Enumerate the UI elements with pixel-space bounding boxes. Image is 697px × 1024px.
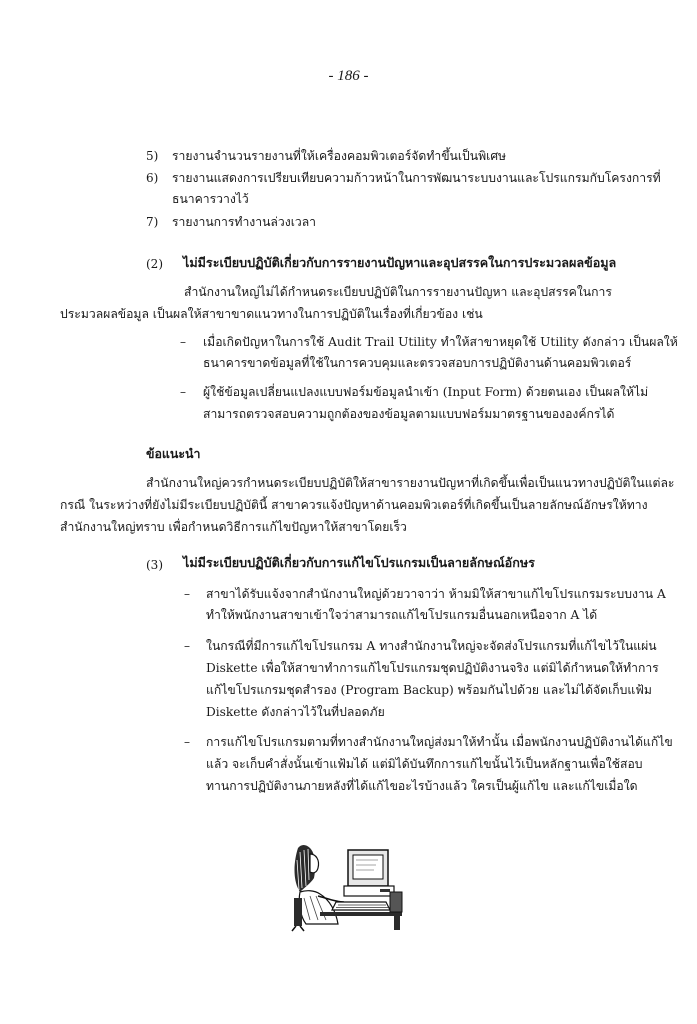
section-number: (3) bbox=[146, 558, 163, 572]
bullet-text: ในกรณีที่มีการแก้ไขโปรแกรม A ทางสำนักงานใหญ่จะจัดส่งโปรแกรมที่แก้ไขไว้ในแผ่น bbox=[206, 639, 657, 653]
paragraph-line: สำนักงานใหญ่ทราบ เพื่อกำหนดวิธีการแก้ไขปัญหาให้สาขาโดยเร็ว bbox=[60, 520, 407, 534]
list-item-text: รายงานการทำงานล่วงเวลา bbox=[172, 215, 317, 229]
bullet-dash: – bbox=[184, 639, 190, 653]
bullet-text: ทานการปฏิบัติงานภายหลังที่ได้แก้ไขอะไรบ้างแล้ว ใครเป็นผู้แก้ไข และแก้ไขเมื่อใด bbox=[206, 779, 638, 793]
recommendation-title: ข้อแนะนำ bbox=[146, 446, 201, 461]
bullet-text: Diskette ดังกล่าวไว้ในที่ปลอดภัย bbox=[206, 705, 385, 719]
page-number: - 186 - bbox=[328, 68, 369, 84]
bullet-text: ทำให้พนักงานสาขาเข้าใจว่าสามารถแก้ไขโปรแกรมอื่นนอกเหนือจาก A ได้ bbox=[206, 608, 598, 622]
paragraph-line: สำนักงานใหญ่ควรกำหนดระเบียบปฏิบัติให้สาขารายงานปัญหาที่เกิดขึ้นเพื่อเป็นแนวทางปฏิบัติในแต่ละ bbox=[146, 476, 675, 490]
section-title: ไม่มีระเบียบปฏิบัติเกี่ยวกับการแก้ไขโปรแกรมเป็นลายลักษณ์อักษร bbox=[183, 555, 535, 570]
bullet-text: การแก้ไขโปรแกรมตามที่ทางสำนักงานใหญ่ส่งมาให้ทำนั้น เมื่อพนักงานปฏิบัติงานได้แก้ไข bbox=[206, 735, 673, 749]
bullet-text: ผู้ใช้ข้อมูลเปลี่ยนแปลงแบบฟอร์มข้อมูลนำเข้า (Input Form) ด้วยตนเอง เป็นผลให้ไม่ bbox=[203, 385, 649, 399]
bullet-text: สามารถตรวจสอบความถูกต้องของข้อมูลตามแบบฟอร์มมาตรฐานขององค์กรได้ bbox=[203, 407, 615, 421]
bullet-dash: – bbox=[184, 735, 190, 749]
list-item-text: รายงานจำนวนรายงานที่ให้เครื่องคอมพิวเตอร์จัดทำขึ้นเป็นพิเศษ bbox=[172, 149, 507, 163]
section-number: (2) bbox=[146, 257, 163, 271]
list-item-text: ธนาคารวางไว้ bbox=[172, 192, 249, 206]
list-number: 7) bbox=[146, 215, 159, 229]
bullet-text: Diskette เพื่อให้สาขาทำการแก้ไขโปรแกรมชุดปฏิบัติงานจริง แต่มิได้กำหนดให้ทำการ bbox=[206, 661, 659, 675]
computer-user-illustration bbox=[290, 840, 405, 932]
paragraph-line: ประมวลผลข้อมูล เป็นผลให้สาขาขาดแนวทางในการปฏิบัติในเรื่องที่เกี่ยวข้อง เช่น bbox=[60, 307, 483, 321]
bullet-text: สาขาได้รับแจ้งจากสำนักงานใหญ่ด้วยวาจาว่า ห้ามมิให้สาขาแก้ไขโปรแกรมระบบงาน A bbox=[206, 587, 666, 601]
bullet-text: แล้ว จะเก็บคำสั่งนั้นเข้าแฟ้มได้ แต่มิได้บันทึกการแก้ไขนั้นไว้เป็นหลักฐานเพื่อใช้สอบ bbox=[206, 757, 643, 771]
paragraph-line: กรณี ในระหว่างที่ยังไม่มีระเบียบปฏิบัตินี้ สาขาควรแจ้งปัญหาด้านคอมพิวเตอร์ที่เกิดขึ้นเป็นลายลักษณ์อักษรให้ทาง bbox=[60, 498, 648, 512]
section-title: ไม่มีระเบียบปฏิบัติเกี่ยวกับการรายงานปัญหาและอุปสรรคในการประมวลผลข้อมูล bbox=[183, 255, 617, 270]
bullet-text: เมื่อเกิดปัญหาในการใช้ Audit Trail Utility ทำให้สาขาหยุดใช้ Utility ดังกล่าว เป็นผลให้ bbox=[203, 335, 678, 349]
bullet-text: แก้ไขโปรแกรมชุดสำรอง (Program Backup) พร้อมกันไปด้วย และไม่ได้จัดเก็บแฟ้ม bbox=[206, 683, 652, 697]
list-number: 5) bbox=[146, 149, 159, 163]
paragraph-line: สำนักงานใหญ่ไม่ได้กำหนดระเบียบปฏิบัติในการรายงานปัญหา และอุปสรรคในการ bbox=[184, 285, 612, 299]
bullet-text: ธนาคารขาดข้อมูลที่ใช้ในการควบคุมและตรวจสอบการปฏิบัติงานด้านคอมพิวเตอร์ bbox=[203, 356, 632, 370]
bullet-dash: – bbox=[180, 385, 186, 399]
bullet-dash: – bbox=[184, 587, 190, 601]
list-item-text: รายงานแสดงการเปรียบเทียบความก้าวหน้าในการพัฒนาระบบงานและโปรแกรมกับโครงการที่ bbox=[172, 171, 661, 185]
list-number: 6) bbox=[146, 171, 159, 185]
bullet-dash: – bbox=[180, 335, 186, 349]
